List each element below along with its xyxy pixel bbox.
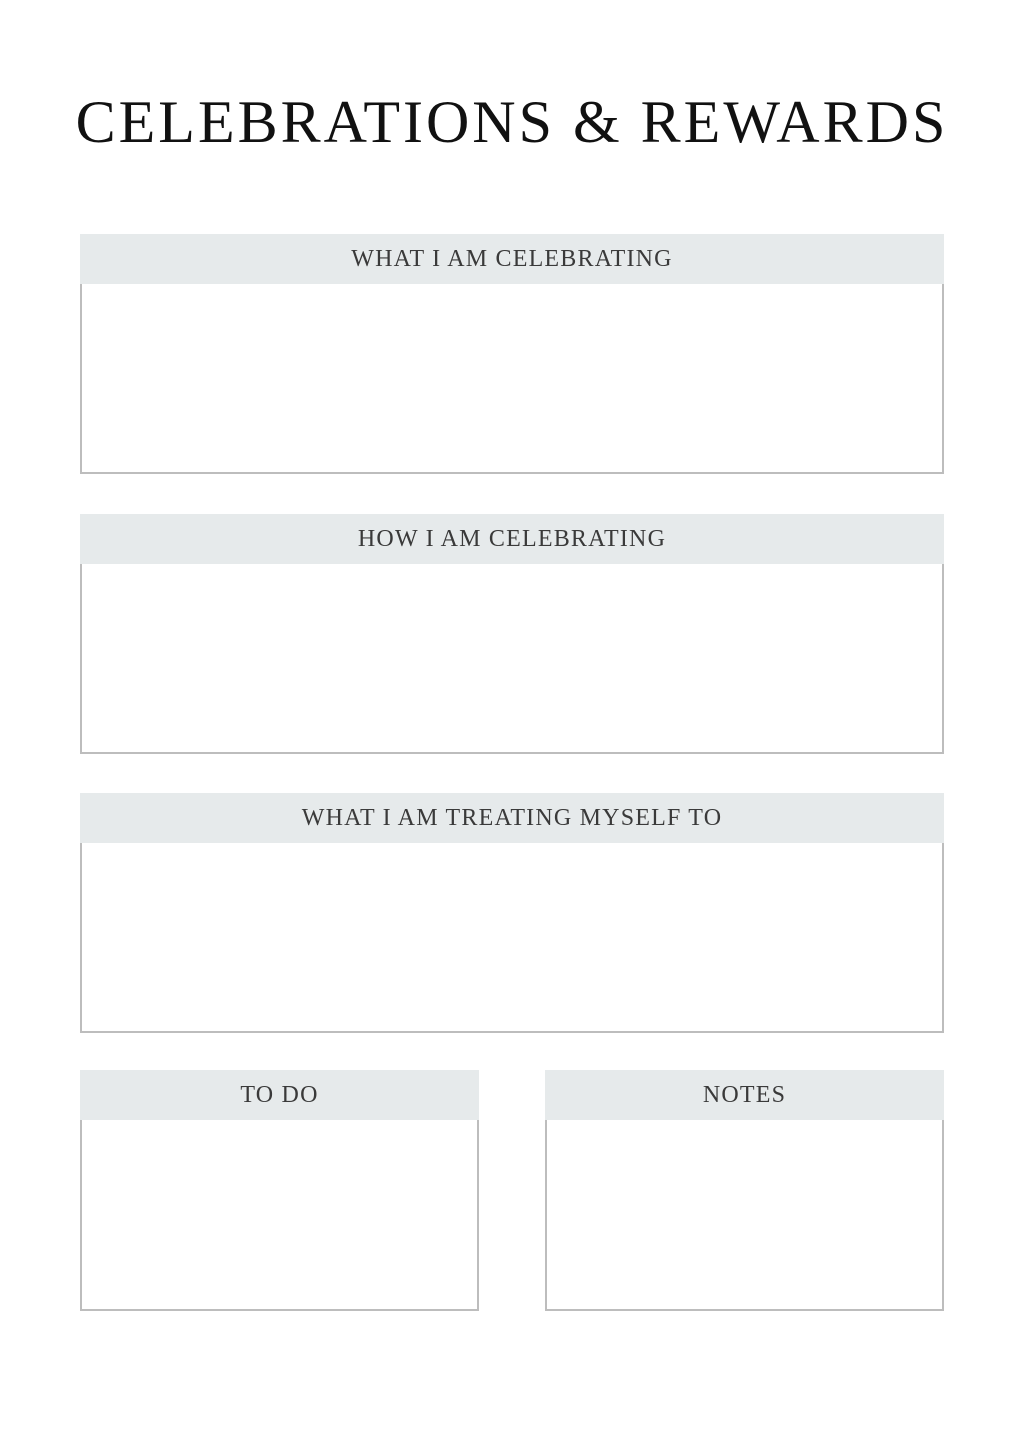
section-to-do: [80, 1070, 479, 1311]
section-header: HOW I AM CELEBRATING: [80, 514, 944, 564]
section-what-celebrating: [80, 234, 944, 474]
writing-area[interactable]: [545, 1120, 944, 1311]
section-header: TO DO: [80, 1070, 479, 1120]
section-header: NOTES: [545, 1070, 944, 1120]
writing-area[interactable]: [80, 1120, 479, 1311]
page-title: CELEBRATIONS & REWARDS: [75, 89, 949, 155]
writing-area[interactable]: [80, 284, 944, 474]
writing-area[interactable]: [80, 564, 944, 754]
section-treating-myself: [80, 793, 944, 1033]
section-notes: [545, 1070, 944, 1311]
section-how-celebrating: [80, 514, 944, 754]
section-header: WHAT I AM TREATING MYSELF TO: [80, 793, 944, 843]
section-header: WHAT I AM CELEBRATING: [80, 234, 944, 284]
writing-area[interactable]: [80, 843, 944, 1033]
